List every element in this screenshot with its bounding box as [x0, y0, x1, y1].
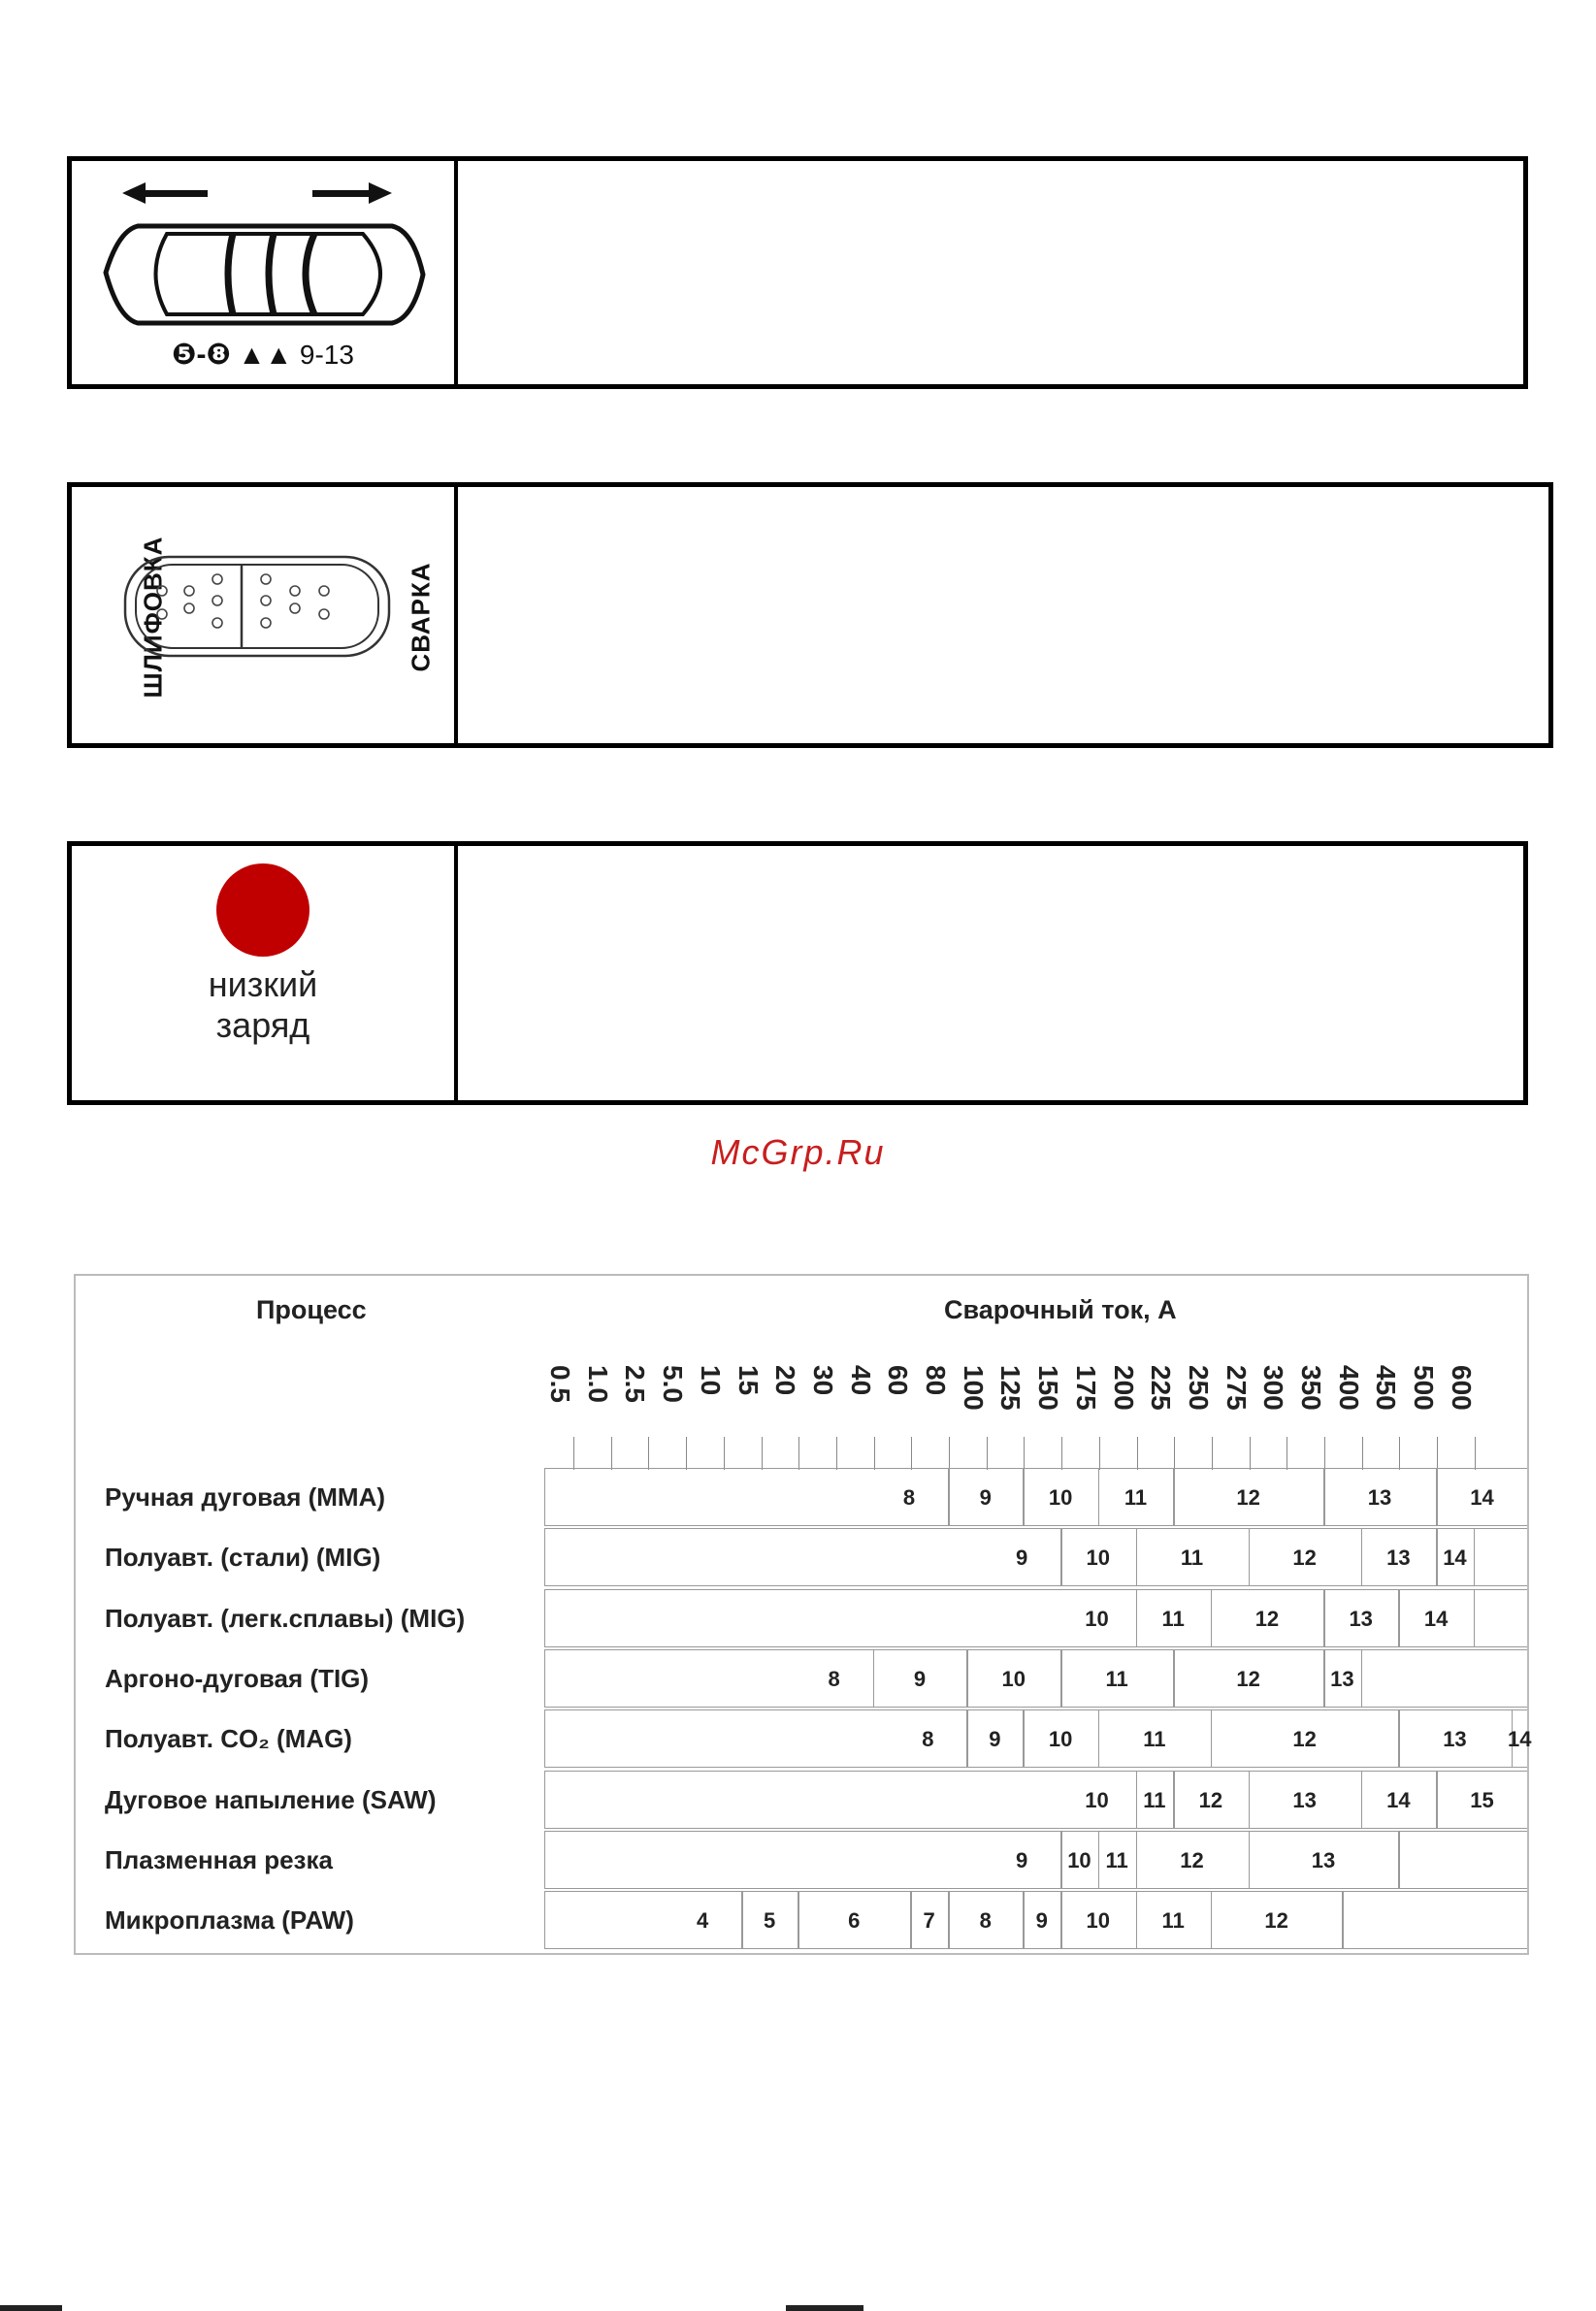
shade-number: 14: [1386, 1787, 1411, 1812]
shade-number: 9: [1015, 1546, 1028, 1571]
process-name: Дуговое напыление (SAW): [105, 1784, 437, 1814]
shade-divider: [1323, 1469, 1325, 1525]
shade-divider: [1474, 1529, 1476, 1585]
current-tick-label: 2.5: [620, 1365, 651, 1403]
shade-divider: [1060, 1529, 1062, 1585]
shade-number: 13: [1292, 1787, 1317, 1812]
shade-number: 6: [848, 1908, 861, 1934]
triangle-marks: ▲▲: [238, 340, 293, 370]
shade-divider: [1361, 1650, 1363, 1707]
shade-divider: [798, 1892, 799, 1948]
shade-divider: [1323, 1590, 1325, 1646]
current-tick-line: [611, 1437, 612, 1470]
shade-divider: [1173, 1469, 1175, 1525]
shade-number: 7: [923, 1908, 935, 1934]
shade-number: 9: [1035, 1908, 1048, 1934]
shade-number: 10: [1067, 1847, 1091, 1872]
shade-divider: [1436, 1772, 1438, 1828]
shade-number: 10: [1048, 1485, 1073, 1510]
watermark: McGrp.Ru: [710, 1132, 886, 1172]
shade-range-row: [544, 1528, 1527, 1586]
current-tick-line: [1437, 1437, 1438, 1470]
shade-number: 13: [1367, 1485, 1392, 1510]
description-cell: [458, 161, 1523, 384]
current-tick-label: 100: [958, 1365, 989, 1411]
current-tick-label: 400: [1333, 1365, 1364, 1411]
shade-divider: [1436, 1529, 1438, 1585]
shade-divider: [1136, 1590, 1138, 1646]
current-tick-line: [949, 1437, 950, 1470]
current-tick-label: 450: [1371, 1365, 1402, 1411]
current-tick-label: 200: [1108, 1365, 1139, 1411]
shade-divider: [873, 1650, 875, 1707]
current-tick-line: [1399, 1437, 1400, 1470]
shade-number: 9: [989, 1727, 1001, 1752]
shade-number: 14: [1443, 1546, 1467, 1571]
mode-switch-cell: [72, 487, 458, 743]
shade-number: 8: [922, 1727, 934, 1752]
shade-divider: [1060, 1650, 1062, 1707]
shade-divider: [966, 1710, 968, 1767]
shade-range-label: 9-13: [299, 340, 354, 370]
shade-number: 12: [1236, 1666, 1260, 1691]
current-tick-line: [648, 1437, 649, 1470]
shade-range-row: [544, 1771, 1527, 1829]
shade-divider: [1398, 1710, 1400, 1767]
shade-number: 11: [1143, 1727, 1166, 1752]
current-tick-line: [1137, 1437, 1138, 1470]
shade-divider: [1474, 1590, 1476, 1646]
current-tick-line: [836, 1437, 837, 1470]
scan-edge: [786, 2305, 863, 2311]
shade-number: 12: [1236, 1485, 1260, 1510]
shade-number: 10: [1001, 1666, 1026, 1691]
process-name: Ручная дуговая (MMA): [105, 1482, 386, 1512]
shade-divider: [1098, 1710, 1100, 1767]
indicator-text-line2: заряд: [215, 1005, 310, 1045]
shade-number: 8: [979, 1908, 992, 1934]
process-name: Полуавт. (легк.сплавы) (MIG): [105, 1603, 466, 1633]
current-tick-line: [1099, 1437, 1100, 1470]
scan-edge: [0, 2305, 62, 2311]
shade-number: 14: [1423, 1606, 1449, 1631]
shade-divider: [1173, 1650, 1175, 1707]
shade-divider: [1023, 1892, 1025, 1948]
shade-range-row: [544, 1468, 1527, 1526]
shade-range-row: [544, 1709, 1532, 1768]
current-tick-line: [1061, 1437, 1062, 1470]
switch-panel-2: [67, 482, 1553, 748]
current-tick-label: 250: [1183, 1365, 1214, 1411]
shade-divider: [966, 1650, 968, 1707]
current-tick-line: [1212, 1437, 1213, 1470]
shade-number: 10: [1085, 1787, 1109, 1812]
shade-number: 9: [1015, 1847, 1028, 1872]
shade-number: 4: [697, 1908, 709, 1934]
shade-number: 10: [1086, 1908, 1111, 1934]
shade-number: 11: [1161, 1908, 1185, 1934]
grinding-label: ШЛИФОВКА: [138, 536, 168, 699]
current-header: Сварочный ток, А: [944, 1295, 1177, 1324]
shade-divider: [1398, 1832, 1400, 1888]
shade-divider: [1098, 1832, 1100, 1888]
description-cell: [458, 487, 1548, 743]
current-tick-line: [874, 1437, 875, 1470]
shade-divider: [1060, 1892, 1062, 1948]
shade-number: 13: [1330, 1666, 1354, 1691]
current-tick-line: [686, 1437, 687, 1470]
current-tick-line: [1324, 1437, 1325, 1470]
switch-position-caption: [72, 338, 454, 372]
current-tick-label: 600: [1446, 1365, 1477, 1411]
shade-number: 11: [1124, 1485, 1148, 1510]
current-tick-label: 0.5: [545, 1365, 575, 1403]
shade-number: 11: [1105, 1666, 1128, 1691]
shade-number: 10: [1085, 1606, 1109, 1631]
shade-divider: [1211, 1590, 1213, 1646]
shade-number: 11: [1180, 1546, 1204, 1571]
shade-number: 10: [1086, 1546, 1111, 1571]
shade-number: 15: [1470, 1787, 1494, 1812]
shade-divider: [1211, 1892, 1213, 1948]
shade-divider: [910, 1892, 912, 1948]
switch-illustration-cell: [72, 161, 458, 384]
current-tick-line: [1024, 1437, 1025, 1470]
shade-number: 5: [764, 1908, 776, 1934]
current-tick-label: 150: [1033, 1365, 1064, 1411]
shade-divider: [1361, 1529, 1363, 1585]
shade-range-row: [544, 1891, 1527, 1949]
shade-divider: [741, 1892, 743, 1948]
shade-number: 13: [1386, 1546, 1411, 1571]
current-tick-line: [1250, 1437, 1251, 1470]
process-name: Плазменная резка: [105, 1844, 333, 1874]
shade-divider: [1323, 1650, 1325, 1707]
indicator-cell: [72, 846, 458, 1100]
process-name: Микроплазма (PAW): [105, 1905, 354, 1936]
current-tick-label: 300: [1258, 1365, 1289, 1411]
current-tick-label: 350: [1296, 1365, 1326, 1411]
process-name: Аргоно-дуговая (TIG): [105, 1663, 370, 1693]
shade-number: 10: [1048, 1727, 1073, 1752]
shade-divider: [1211, 1710, 1213, 1767]
shade-divider: [1136, 1892, 1138, 1948]
shade-range-row: [544, 1589, 1527, 1647]
welding-label: СВАРКА: [406, 562, 436, 672]
shade-number: 13: [1443, 1727, 1467, 1752]
shade-divider: [1173, 1772, 1175, 1828]
shade-divider: [1361, 1772, 1363, 1828]
shade-divider: [1060, 1832, 1062, 1888]
shade-number: 12: [1180, 1847, 1204, 1872]
current-tick-label: 175: [1070, 1365, 1101, 1411]
current-tick-label: 60: [883, 1365, 914, 1396]
shade-divider: [948, 1469, 950, 1525]
current-tick-line: [573, 1437, 574, 1470]
current-tick-line: [762, 1437, 763, 1470]
shade-number: 12: [1292, 1546, 1317, 1571]
shade-divider: [1023, 1469, 1025, 1525]
low-charge-indicator-icon: [216, 863, 309, 957]
shade-divider: [1136, 1832, 1138, 1888]
shade-divider: [1436, 1469, 1438, 1525]
shade-number: 14: [1470, 1485, 1494, 1510]
current-tick-line: [1174, 1437, 1175, 1470]
current-tick-line: [1475, 1437, 1476, 1470]
shade-number: 13: [1349, 1606, 1373, 1631]
current-tick-label: 80: [921, 1365, 951, 1396]
indicator-text-line1: низкий: [208, 964, 318, 1004]
shade-number: 9: [913, 1666, 927, 1691]
shade-divider: [1249, 1772, 1251, 1828]
process-header: Процесс: [256, 1295, 367, 1324]
current-tick-label: 40: [845, 1365, 876, 1396]
shade-number: 11: [1105, 1847, 1128, 1872]
current-tick-label: 500: [1409, 1365, 1440, 1411]
current-tick-label: 125: [995, 1365, 1026, 1411]
current-tick-line: [724, 1437, 725, 1470]
current-tick-line: [798, 1437, 799, 1470]
shade-divider: [1249, 1529, 1251, 1585]
current-tick-label: 15: [733, 1365, 764, 1396]
shade-range-row: [544, 1831, 1527, 1889]
current-tick-label: 5.0: [658, 1365, 689, 1403]
process-name: Полуавт. CO₂ (MAG): [105, 1724, 352, 1754]
shade-number: 13: [1311, 1847, 1336, 1872]
shade-range-row: [544, 1649, 1527, 1708]
description-cell: [458, 846, 1523, 1100]
shade-divider: [1098, 1469, 1100, 1525]
shade-divider: [1136, 1772, 1138, 1828]
shade-number: 8: [828, 1666, 840, 1691]
shade-number: 11: [1161, 1606, 1185, 1631]
current-tick-label: 30: [807, 1365, 838, 1396]
gear-range-label: ❺-❽: [172, 339, 231, 371]
welding-shade-table: [74, 1274, 1532, 1955]
current-tick-label: 1.0: [582, 1365, 613, 1403]
current-tick-line: [911, 1437, 912, 1470]
shade-number: 12: [1198, 1787, 1223, 1812]
shade-divider: [1136, 1529, 1138, 1585]
shade-number: 12: [1254, 1606, 1280, 1631]
shade-divider: [948, 1892, 950, 1948]
shade-divider: [1398, 1590, 1400, 1646]
current-tick-label: 275: [1221, 1365, 1252, 1411]
current-tick-label: 10: [695, 1365, 726, 1396]
current-tick-label: 20: [770, 1365, 801, 1396]
shade-number: 12: [1264, 1908, 1288, 1934]
process-name: Полуавт. (стали) (MIG): [105, 1543, 381, 1573]
shade-number: 8: [902, 1485, 916, 1510]
shade-divider: [1342, 1892, 1344, 1948]
current-tick-line: [1362, 1437, 1363, 1470]
current-tick-label: 225: [1146, 1365, 1177, 1411]
current-tick-line: [987, 1437, 988, 1470]
shade-divider: [1249, 1832, 1251, 1888]
mode-switch-icon: [72, 487, 454, 743]
indicator-panel: [67, 841, 1528, 1105]
shade-number: 12: [1292, 1727, 1317, 1752]
shade-divider: [1023, 1710, 1025, 1767]
shade-number: 11: [1143, 1787, 1166, 1812]
shade-number: 14: [1508, 1727, 1532, 1752]
shade-number: 9: [979, 1485, 992, 1510]
switch-panel-1: [67, 156, 1528, 389]
